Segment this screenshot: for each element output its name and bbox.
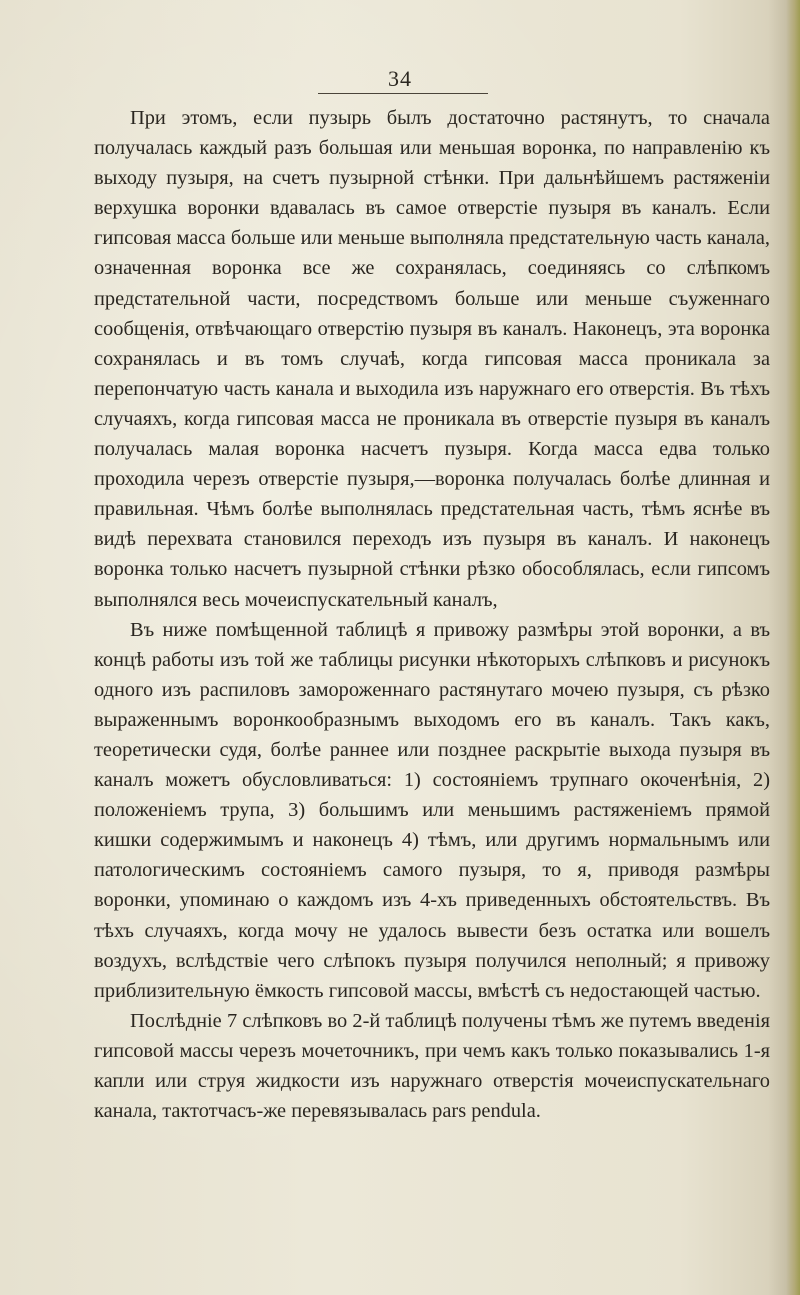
- page-number: [0, 66, 800, 94]
- body-text: [94, 103, 770, 1126]
- header-rule: [318, 93, 488, 94]
- paragraph-1: При этомъ, если пузырь былъ достаточно растянутъ, то сначала получалась каждый разъ большая или меньшая воронка, по направленію къ выходу пузыря, на счетъ пузырной стѣнки. При дальнѣйшемъ растяженіи верхушка воронки вдавалась въ самое отверстіе пузыря въ каналъ. Если гипсовая масса больше или меньше выполняла предстательную часть канала, означенная воронка все же сохранялась, соединяясь со слѣпкомъ предстательной части, посредствомъ больше или меньше съуженнаго сообщенія, отвѣчающаго отверстію пузыря въ каналъ. Наконецъ, эта воронка сохранялась и въ томъ случаѣ, когда гипсовая масса проникала за перепончатую часть канала и выходила изъ наружнаго его отверстія. Въ тѣхъ случаяхъ, когда гипсовая масса не проникала въ отверстіе пузыря въ каналъ получалась малая воронка насчетъ пузыря. Когда масса едва только проходила черезъ отверстіе пузыря,—воронка получалась болѣе длинная и правильная. Чѣмъ болѣе выполнялась предстательная часть, тѣмъ яснѣе въ видѣ перехвата становился переходъ изъ пузыря въ каналъ. И наконецъ воронка только насчетъ пузырной стѣнки рѣзко обособлялась, если гипсомъ выполнялся весь мочеиспускательный каналъ,: [94, 107, 770, 611]
- paragraph-3: Послѣдніе 7 слѣпковъ во 2-й таблицѣ получены тѣмъ же путемъ введенія гипсовой массы черезъ мочеточникъ, при чемъ какъ только показывались 1-я капли или струя жидкости изъ наружнаго отверстія мочеиспускательнаго канала, тактотчасъ-же перевязывалась pars pendula.: [94, 1009, 770, 1123]
- page-number-text: 34: [388, 66, 412, 91]
- paragraph-2: Въ ниже помѣщенной таблицѣ я привожу размѣры этой воронки, а въ концѣ работы изъ той же таблицы рисунки нѣкоторыхъ слѣпковъ и рисунокъ одного изъ распиловъ замороженнаго растянутаго мочею пузыря, съ рѣзко выраженнымъ воронкообразнымъ выходомъ его въ каналъ. Такъ какъ, теоретически судя, болѣе раннее или позднее раскрытіе выхода пузыря въ каналъ можетъ обусловливаться: 1) состояніемъ трупнаго окоченѣнія, 2) положеніемъ трупа, 3) большимъ или меньшимъ растяженіемъ прямой кишки содержимымъ и наконецъ 4) тѣмъ, или другимъ нормальнымъ или патологическимъ состояніемъ самого пузыря, то я, приводя размѣры воронки, упоминаю о каждомъ изъ 4-хъ приведенныхъ обстоятельствъ. Въ тѣхъ случаяхъ, когда мочу не удалось вывести безъ остатка или вошелъ воздухъ, вслѣдствіе чего слѣпокъ пузыря получился неполный; я привожу приблизительную ёмкость гипсовой массы, вмѣстѣ съ недостающей частью.: [94, 618, 770, 1002]
- page-edge-shadow: [786, 0, 800, 1295]
